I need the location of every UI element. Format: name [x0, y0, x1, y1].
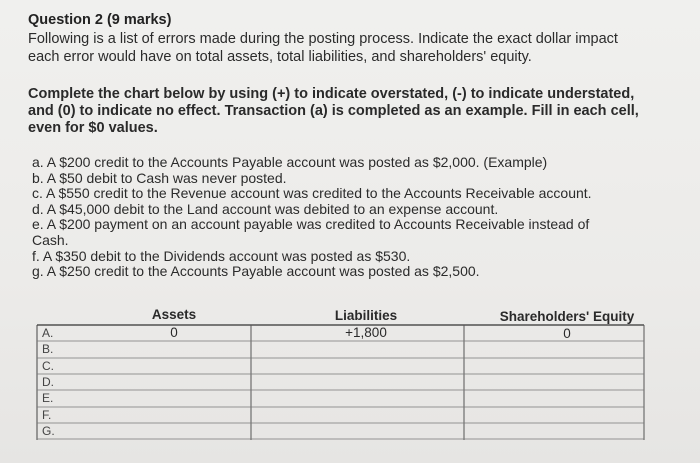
- answer-cell-g-liabilities[interactable]: [252, 424, 463, 438]
- row-label-g: G.: [42, 424, 55, 438]
- impact-table: [34, 308, 646, 440]
- answer-cell-b-equity[interactable]: [465, 342, 643, 357]
- row-label-a: A.: [42, 326, 54, 340]
- answer-cell-e-liabilities[interactable]: [252, 391, 463, 406]
- description-line: Following is a list of errors made during the posting process. Indicate the exact dollar impact: [28, 31, 618, 47]
- error-item-e: e. A $200 payment on an account payable was credited to Accounts Receivable instead of: [32, 216, 590, 233]
- example-liabilities-value: +1,800: [345, 325, 387, 340]
- example-assets-value: 0: [170, 325, 178, 340]
- question-description: [28, 30, 678, 66]
- error-item-a: a. A $200 credit to the Accounts Payable account was posted as $2,000. (Example): [32, 154, 548, 170]
- description-line: each error would have on total assets, total liabilities, and shareholders' equity.: [28, 49, 532, 65]
- example-equity-value: 0: [563, 326, 571, 341]
- question-title: Question 2 (9 marks): [28, 12, 172, 28]
- instruction-line: Complete the chart below by using (+) to indicate overstated, (-) to indicate understated,: [28, 86, 635, 102]
- column-header-equity: Shareholders' Equity: [499, 309, 635, 324]
- answer-cell-c-assets[interactable]: [38, 359, 250, 373]
- answer-cell-g-equity[interactable]: [465, 424, 643, 438]
- row-label-e: E.: [42, 391, 54, 405]
- column-header-assets: Assets: [151, 307, 197, 322]
- answer-cell-d-assets[interactable]: [38, 375, 250, 389]
- row-label-f: F.: [42, 408, 52, 422]
- error-item-c: c. A $550 credit to the Revenue account was credited to the Accounts Receivable account.: [32, 185, 592, 202]
- row-label-b: B.: [42, 342, 54, 356]
- answer-cell-e-equity[interactable]: [465, 391, 643, 406]
- answer-cell-c-equity[interactable]: [465, 359, 643, 373]
- answer-cell-f-liabilities[interactable]: [252, 408, 463, 422]
- error-item-e-continued: Cash.: [32, 231, 69, 248]
- error-item-b: b. A $50 debit to Cash was never posted.: [32, 169, 287, 186]
- answer-cell-f-assets[interactable]: [38, 408, 250, 422]
- column-header-liabilities: Liabilities: [334, 308, 398, 323]
- error-item-d: d. A $45,000 debit to the Land account was debited to an expense account.: [32, 200, 499, 217]
- row-label-d: D.: [42, 375, 54, 389]
- instruction-line: even for $0 values.: [28, 120, 158, 136]
- answer-cell-b-assets[interactable]: [38, 342, 250, 357]
- answer-cell-d-liabilities[interactable]: [252, 375, 463, 389]
- error-list: [32, 155, 682, 280]
- answer-cell-c-liabilities[interactable]: [252, 359, 463, 373]
- answer-cell-b-liabilities[interactable]: [252, 342, 463, 357]
- error-item-g: g. A $250 credit to the Accounts Payable account was posted as $2,500.: [32, 263, 480, 280]
- error-item-f: f. A $350 debit to the Dividends account was posted as $530.: [32, 247, 411, 264]
- instruction-line: and (0) to indicate no effect. Transaction (a) is completed as an example. Fill in each cell,: [28, 103, 639, 119]
- row-label-c: C.: [42, 359, 54, 373]
- answer-cell-e-assets[interactable]: [38, 391, 250, 406]
- answer-cell-f-equity[interactable]: [465, 408, 643, 422]
- instructions: [28, 86, 683, 137]
- answer-cell-d-equity[interactable]: [465, 375, 643, 389]
- answer-cell-g-assets[interactable]: [38, 424, 250, 438]
